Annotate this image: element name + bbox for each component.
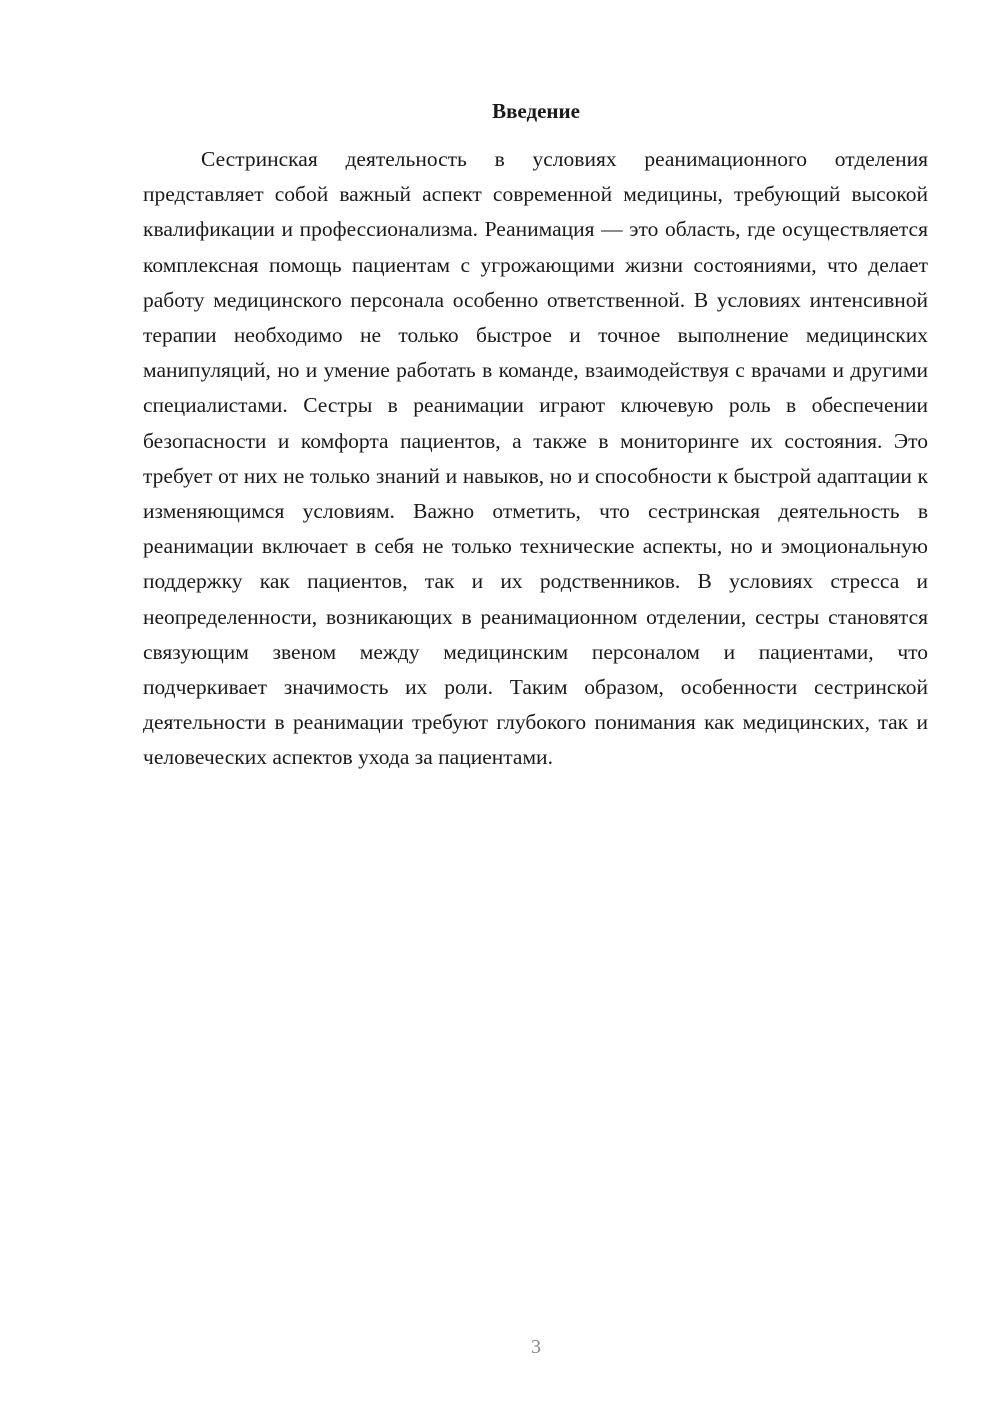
body-paragraph: Сестринская деятельность в условиях реанимационного отделения представляет собой важный аспект современной медицины, требующий высокой квалификации и профессионализма. Реанимация — это область, где осуществляется комплексная помощь пациентам с угрожающими жизни состояниями, что делает работу медицинского персонала особенно ответственной. В условиях интенсивной терапии необходимо не только быстрое и точное выполнение медицинских манипуляций, но и умение работать в команде, взаимодействуя с врачами и другими специалистами. Сестры в реанимации играют ключевую роль в обеспечении безопасности и комфорта пациентов, а также в мониторинге их состояния. Это требует от них не только знаний и навыков, но и способности к быстрой адаптации к изменяющимся условиям. Важно отметить, что сестринская деятельность в реанимации включает в себя не только технические аспекты, но и эмоциональную поддержку как пациентов, так и их родственников. В условиях стресса и неопределенности, возникающих в реанимационном отделении, сестры становятся связующим звеном между медицинским персоналом и пациентами, что подчеркивает значимость их роли. Таким образом, особенности сестринской деятельности в реанимации требуют глубокого понимания как медицинских, так и человеческих аспектов ухода за пациентами. [143, 147, 928, 770]
section-title: Введение [492, 99, 580, 123]
page-number: 3 [531, 1336, 541, 1358]
